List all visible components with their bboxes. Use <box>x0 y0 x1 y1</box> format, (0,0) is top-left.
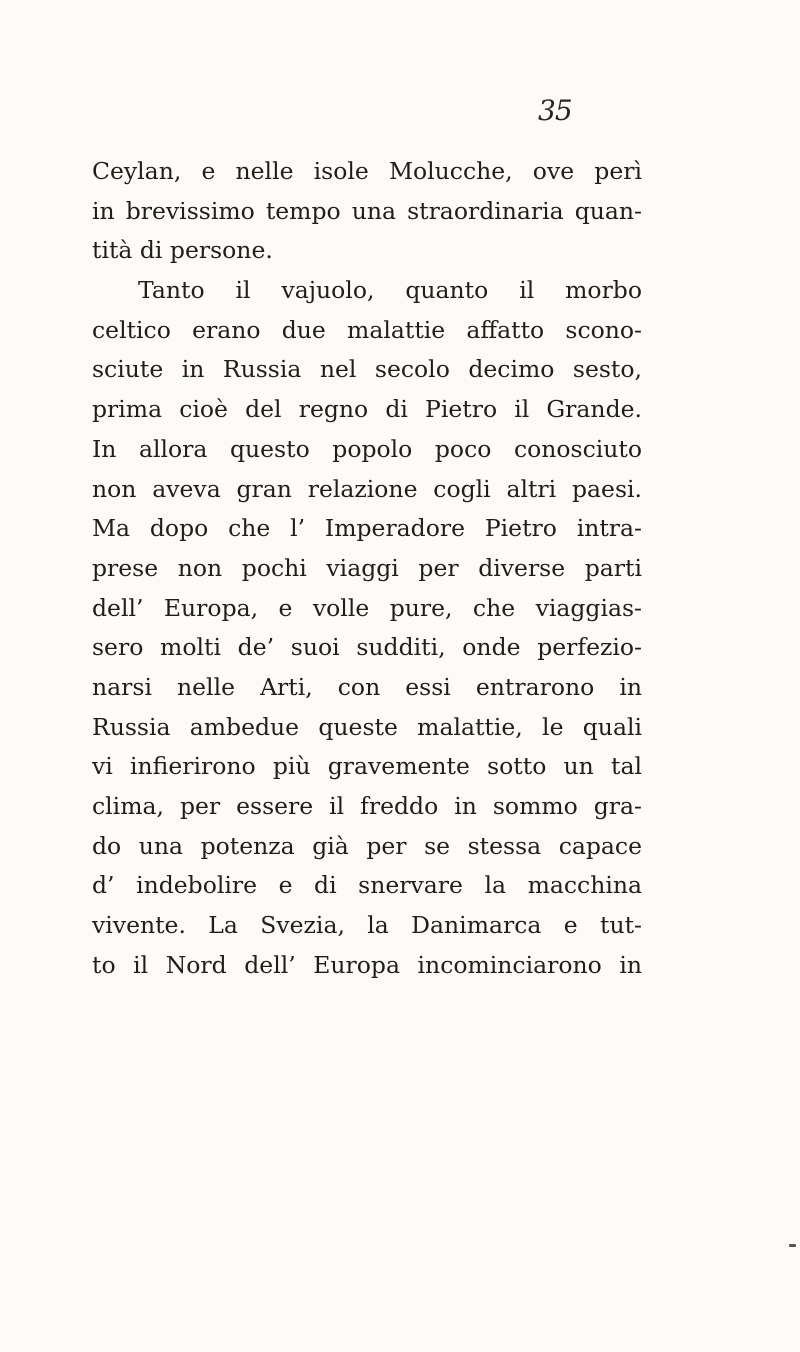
text-line: celtico erano due malattie affatto scono- <box>92 315 642 344</box>
text-line: do una potenza già per se stessa capace <box>92 831 642 860</box>
text-line: Russia ambedue queste malattie, le quali <box>92 712 642 741</box>
text-line: prese non pochi viaggi per diverse parti <box>92 553 642 582</box>
text-line: tità di persone. <box>92 236 273 265</box>
body-text <box>92 152 642 985</box>
text-line: Tanto il vajuolo, quanto il morbo <box>138 276 642 305</box>
text-line: Ma dopo che l’ Imperadore Pietro intra- <box>92 514 642 543</box>
text-line: Ceylan, e nelle isole Molucche, ove perì <box>92 157 642 185</box>
text-line: in brevissimo tempo una straordinaria quan- <box>92 196 642 225</box>
page-number: 35 <box>538 94 572 127</box>
text-line: non aveva gran relazione cogli altri paesi. <box>92 474 642 503</box>
text-line: vivente. La Svezia, la Danimarca e tut- <box>92 911 642 940</box>
text-line: In allora questo popolo poco conosciuto <box>92 434 642 463</box>
text-line: sero molti de’ suoi sudditi, onde perfezio- <box>92 633 642 662</box>
page-edge-mark <box>789 1244 796 1247</box>
text-line: prima cioè del regno di Pietro il Grande. <box>92 395 642 424</box>
text-line: clima, per essere il freddo in sommo gra- <box>92 792 642 820</box>
text-line: d’ indebolire e di snervare la macchina <box>92 871 642 900</box>
text-line: sciute in Russia nel secolo decimo sesto, <box>92 355 642 384</box>
text-line: to il Nord dell’ Europa incominciarono in <box>92 950 642 979</box>
text-line: narsi nelle Arti, con essi entrarono in <box>92 672 642 701</box>
text-line: dell’ Europa, e volle pure, che viaggias- <box>92 593 642 622</box>
text-line: vi infierirono più gravemente sotto un tal <box>92 752 642 781</box>
